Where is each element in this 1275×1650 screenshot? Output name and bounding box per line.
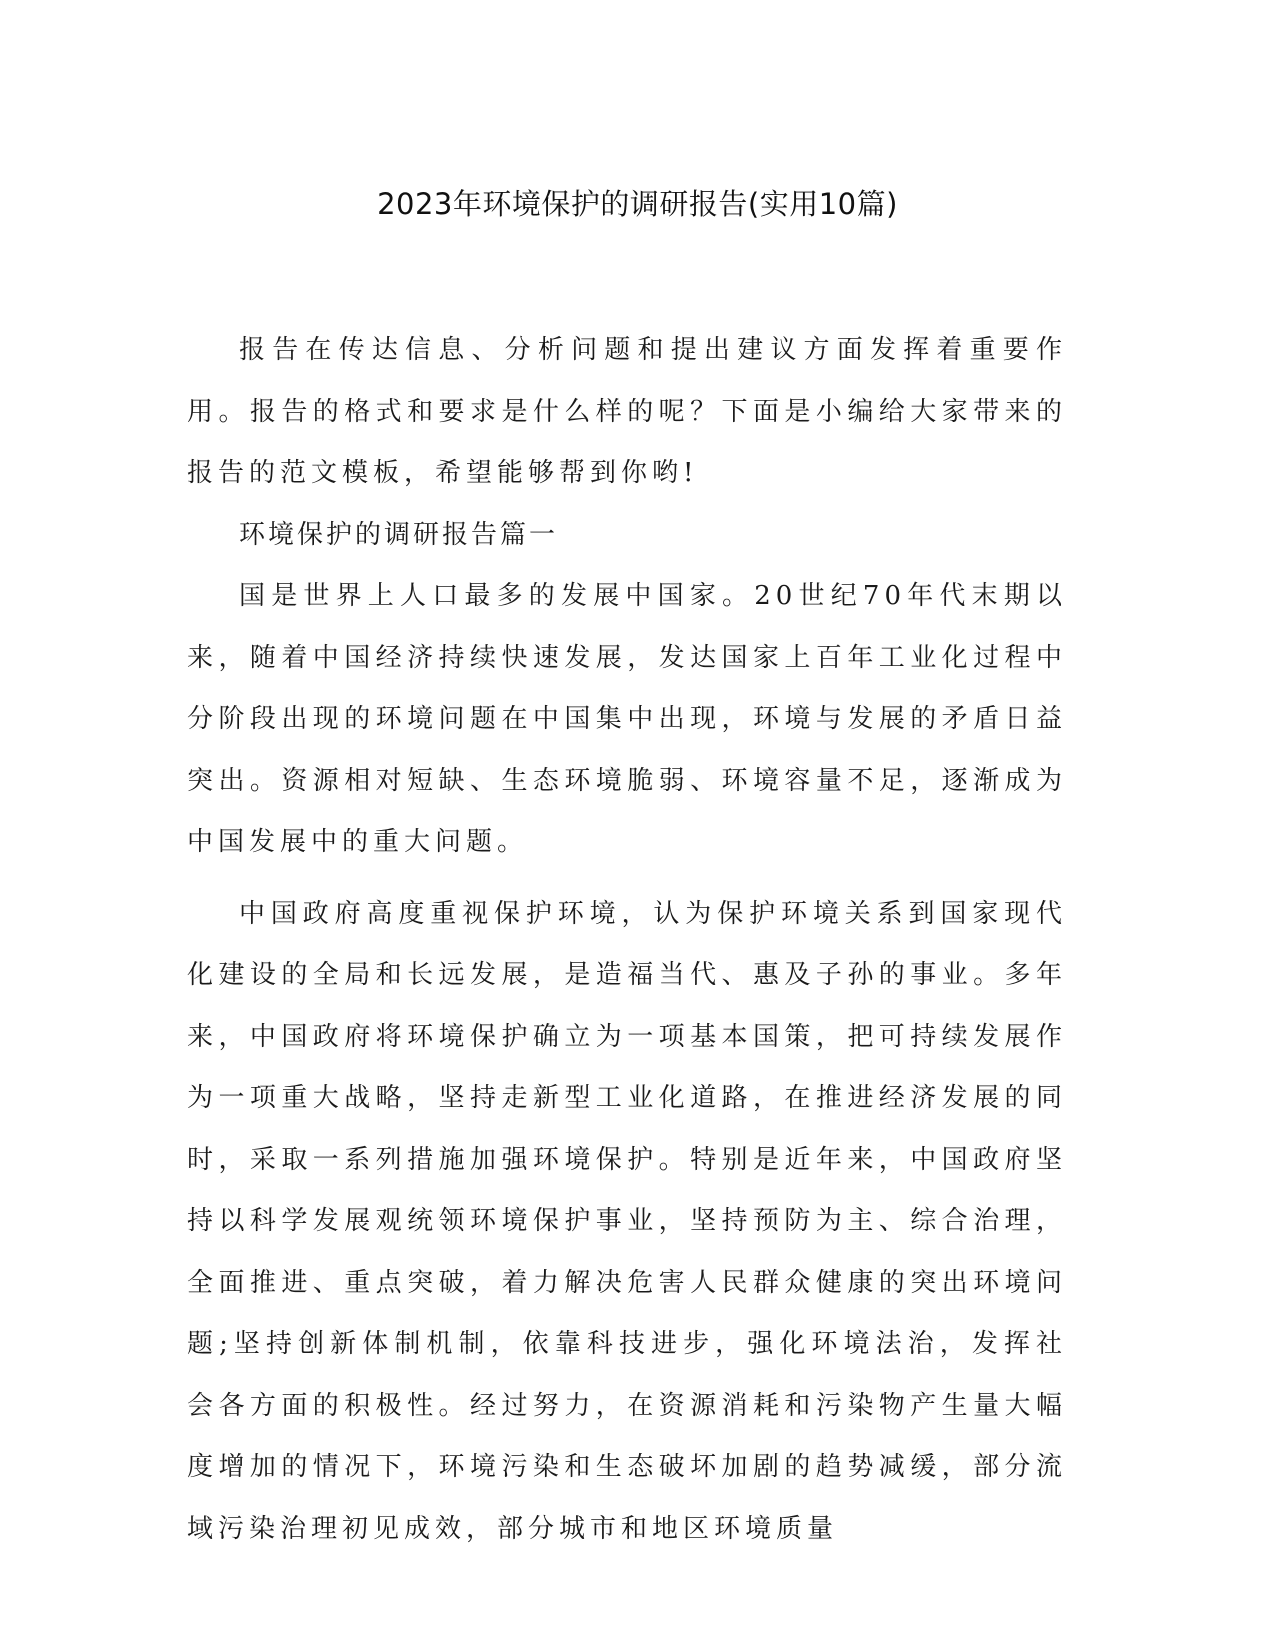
document-title: 2023年环境保护的调研报告(实用10篇)	[377, 187, 898, 221]
document-body	[187, 320, 1067, 1560]
body-paragraph-1: 国是世界上人口最多的发展中国家。20世纪70年代末期以来，随着中国经济持续快速发展，发达国家上百年工业化过程中分阶段出现的环境问题在中国集中出现，环境与发展的矛盾日益突出。资源相对短缺、生态环境脆弱、环境容量不足，逐渐成为中国发展中的重大问题。	[187, 581, 1067, 857]
section-heading: 环境保护的调研报告篇一	[239, 519, 559, 550]
intro-paragraph: 报告在传达信息、分析问题和提出建议方面发挥着重要作用。报告的格式和要求是什么样的呢？下面是小编给大家带来的报告的范文模板，希望能够帮到你哟!	[187, 335, 1067, 488]
body-paragraph-2: 中国政府高度重视保护环境，认为保护环境关系到国家现代化建设的全局和长远发展，是造福当代、惠及子孙的事业。多年来，中国政府将环境保护确立为一项基本国策，把可持续发展作为一项重大战略，坚持走新型工业化道路，在推进经济发展的同时，采取一系列措施加强环境保护。特别是近年来，中国政府坚持以科学发展观统领环境保护事业，坚持预防为主、综合治理，全面推进、重点突破，着力解决危害人民群众健康的突出环境问题;坚持创新体制机制，依靠科技进步，强化环境法治，发挥社会各方面的积极性。经过努力，在资源消耗和污染物产生量大幅度增加的情况下，环境污染和生态破坏加剧的趋势减缓，部分流域污染治理初见成效，部分城市和地区环境质量	[187, 898, 1067, 1544]
